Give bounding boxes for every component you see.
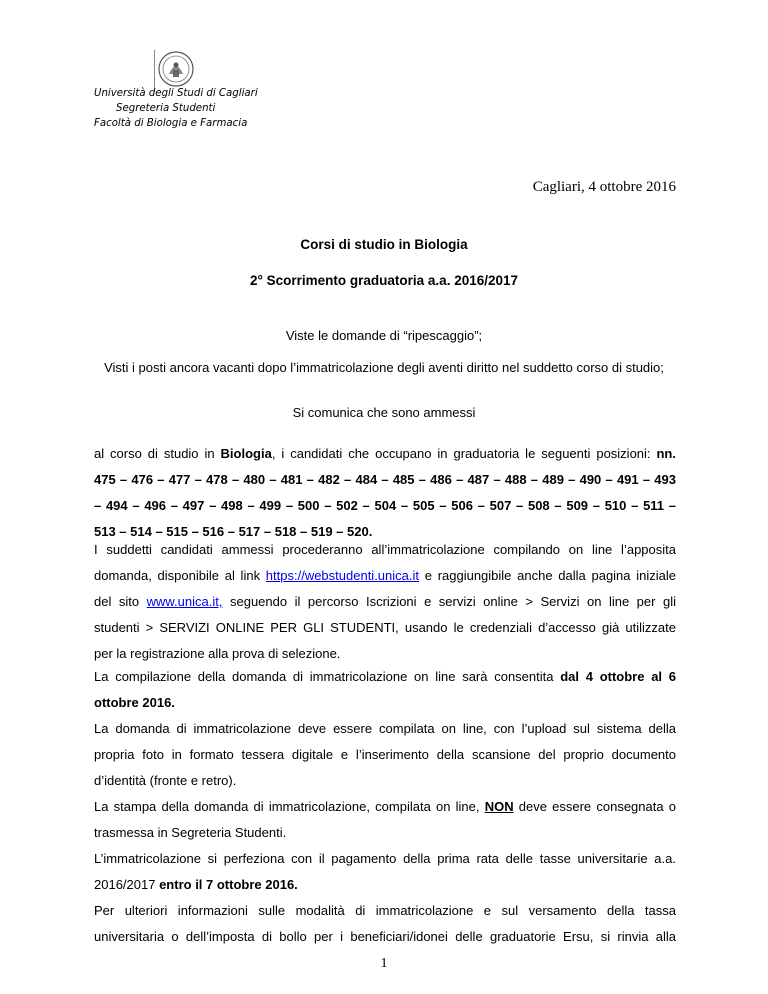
admission-positions-3: 513 – 514 – 515 – 516 – 517 – 518 – 519 – 520. <box>94 524 373 539</box>
unica-site-link[interactable]: www.unica.it, <box>146 594 223 609</box>
details-paragraph <box>94 664 676 950</box>
preamble-line-2: Visti i posti ancora vacanti dopo l’immatricolazione degli aventi diritto nel suddetto corso di studio; <box>104 360 664 375</box>
details-line-5: d’identità (fronte e retro). <box>94 773 237 788</box>
document-subtitle: 2° Scorrimento graduatoria a.a. 2016/2017 <box>249 273 519 288</box>
details-line-1: La compilazione della domanda di immatricolazione on line sarà consentita dal 4 ottobre al 6 <box>94 669 676 684</box>
document-title: Corsi di studio in Biologia <box>300 237 468 252</box>
header-divider <box>154 50 155 90</box>
details-line-2: ottobre 2016. <box>94 695 175 710</box>
admission-positions-2: – 494 – 496 – 497 – 498 – 499 – 500 – 502 – 504 – 505 – 506 – 507 – 508 – 509 – 510 – 511 – <box>94 498 676 513</box>
office-name: Segreteria Studenti <box>116 103 216 114</box>
preamble-line-3: Si comunica che sono ammessi <box>292 405 476 420</box>
procedure-paragraph <box>94 537 676 667</box>
details-line-3: La domanda di immatricolazione deve essere compilata on line, con l’upload sul sistema della <box>94 721 676 736</box>
details-line-7: trasmessa in Segreteria Studenti. <box>94 825 287 840</box>
webstudenti-link[interactable]: https://webstudenti.unica.it <box>265 568 419 583</box>
admission-paragraph <box>94 441 676 545</box>
university-seal-icon <box>156 50 196 88</box>
not-emphasis: NON <box>484 799 514 814</box>
procedure-line-2: domanda, disponibile al link https://webstudenti.unica.it e raggiungibile anche dalla pagina iniziale <box>94 568 676 583</box>
university-name: Università degli Studi di Cagliari <box>94 88 258 99</box>
details-line-10: Per ulteriori informazioni sulle modalità di immatricolazione e sul versamento della tassa <box>94 903 676 918</box>
procedure-line-4: studenti > SERVIZI ONLINE PER GLI STUDENTI, usando le credenziali d’accesso già utilizzate <box>94 620 676 635</box>
page-number: 1 <box>380 956 388 971</box>
faculty-name: Facoltà di Biologia e Farmacia <box>94 118 248 129</box>
details-line-11: universitaria o dell’imposta di bollo per i beneficiari/idonei delle graduatorie Ersu, si rinvia alla <box>94 929 676 944</box>
procedure-line-1: I suddetti candidati ammessi procederanno all’immatricolazione compilando on line l’apposita <box>94 542 676 557</box>
course-name: Biologia <box>220 446 272 461</box>
details-line-6: La stampa della domanda di immatricolazione, compilata on line, NON deve essere consegnata o <box>94 799 676 814</box>
details-line-9: 2016/2017 entro il 7 ottobre 2016. <box>94 877 298 892</box>
university-header <box>94 86 294 131</box>
procedure-line-5: per la registrazione alla prova di selezione. <box>94 646 341 661</box>
details-line-4: propria foto in formato tessera digitale e l’inserimento della scansione del proprio documento <box>94 747 676 762</box>
document-date: Cagliari, 4 ottobre 2016 <box>532 179 676 195</box>
procedure-line-3: del sito www.unica.it, seguendo il percorso Iscrizioni e servizi online > Servizi on line per gli <box>94 594 676 609</box>
details-line-8: L’immatricolazione si perfeziona con il pagamento della prima rata delle tasse universitarie a.a. <box>94 851 676 866</box>
preamble-line-1: Viste le domande di “ripescaggio”; <box>285 328 483 343</box>
admission-positions-1: 475 – 476 – 477 – 478 – 480 – 481 – 482 – 484 – 485 – 486 – 487 – 488 – 489 – 490 – 491 – 493 <box>94 472 676 487</box>
admission-line-1: al corso di studio in Biologia, i candidati che occupano in graduatoria le seguenti posizioni: nn. <box>94 446 676 461</box>
